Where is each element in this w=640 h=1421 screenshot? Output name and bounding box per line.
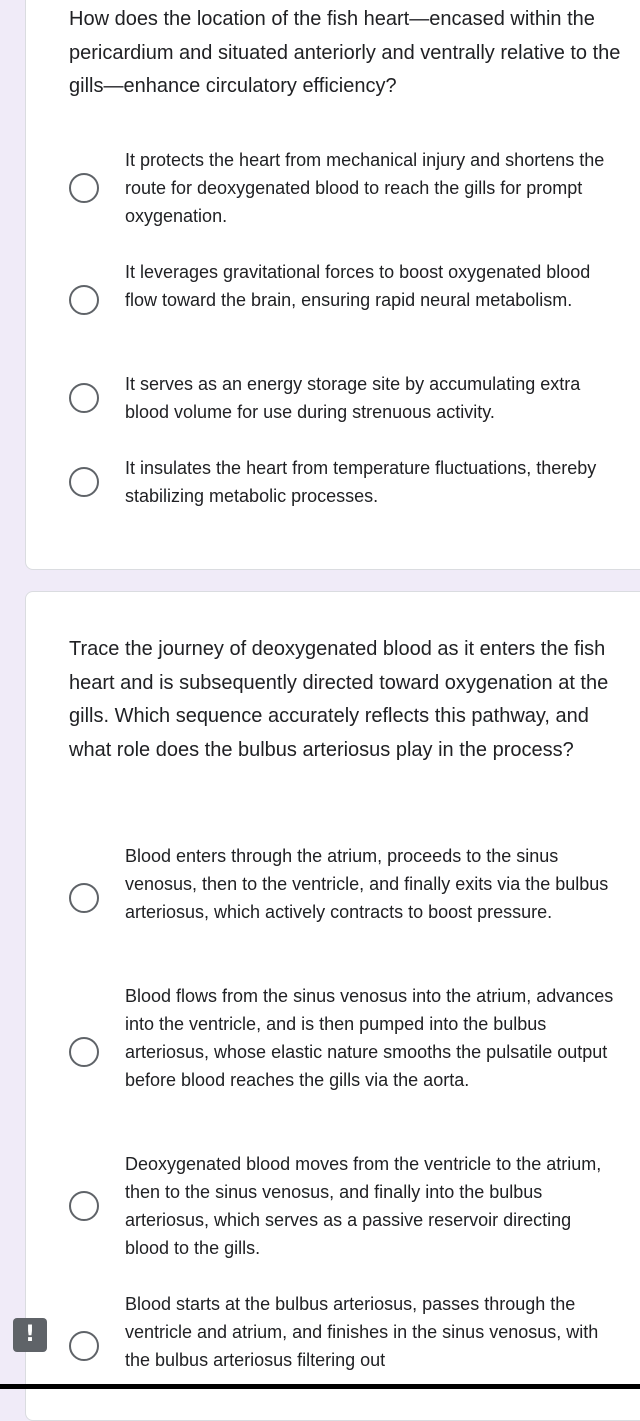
radio-button[interactable] [69, 467, 99, 497]
answer-option-2b[interactable] [69, 982, 640, 1122]
option-label: Blood starts at the bulbus arteriosus, passes through the ventricle and atrium, and finishes in the sinus venosus, with the bulbus arteriosus filtering out [125, 1294, 599, 1370]
bottom-bar [0, 1384, 640, 1389]
option-label: It leverages gravitational forces to boost oxygenated blood flow toward the brain, ensuring rapid neural metabolism. [125, 262, 591, 310]
option-label: It serves as an energy storage site by accumulating extra blood volume for use during strenuous activity. [125, 374, 581, 422]
option-label: Deoxygenated blood moves from the ventricle to the atrium, then to the sinus venosus, and finally into the bulbus arteriosus, which serves as a passive reservoir directing blood to the gills. [125, 1154, 602, 1258]
radio-button[interactable] [69, 883, 99, 913]
answer-option-1a[interactable] [69, 146, 640, 230]
radio-button[interactable] [69, 285, 99, 315]
radio-button[interactable] [69, 1331, 99, 1361]
answer-option-2c[interactable] [69, 1150, 640, 1262]
question-text: Trace the journey of deoxygenated blood as it enters the fish heart and is subsequently directed toward oxygenation at the gills. Which sequence accurately reflects this pathway, and what role does the bulbus arteriosus play in the process? [69, 638, 609, 761]
question-card-2 [25, 591, 640, 1421]
option-label: Blood flows from the sinus venosus into the atrium, advances into the ventricle, and is then pumped into the bulbus arteriosus, whose elastic nature smooths the pulsatile output before blood reaches the gills via the aorta. [125, 986, 614, 1090]
radio-button[interactable] [69, 1037, 99, 1067]
option-label: Blood enters through the atrium, proceeds to the sinus venosus, then to the ventricle, and finally exits via the bulbus arteriosus, which actively contracts to boost pressure. [125, 846, 609, 922]
question-card-1 [25, 0, 640, 570]
option-label: It insulates the heart from temperature fluctuations, thereby stabilizing metabolic processes. [125, 458, 597, 506]
radio-button[interactable] [69, 383, 99, 413]
answer-option-2a[interactable] [69, 842, 640, 954]
answer-option-1c[interactable] [69, 370, 640, 426]
option-label: It protects the heart from mechanical injury and shortens the route for deoxygenated blood to reach the gills for prompt oxygenation. [125, 150, 605, 226]
answer-option-1b[interactable] [69, 258, 640, 342]
question-text: How does the location of the fish heart—encased within the pericardium and situated anteriorly and ventrally relative to the gills—enhance circulatory efficiency? [69, 8, 621, 97]
radio-button[interactable] [69, 173, 99, 203]
alert-icon[interactable]: ! [13, 1318, 47, 1352]
radio-button[interactable] [69, 1191, 99, 1221]
answer-option-1d[interactable] [69, 454, 640, 510]
